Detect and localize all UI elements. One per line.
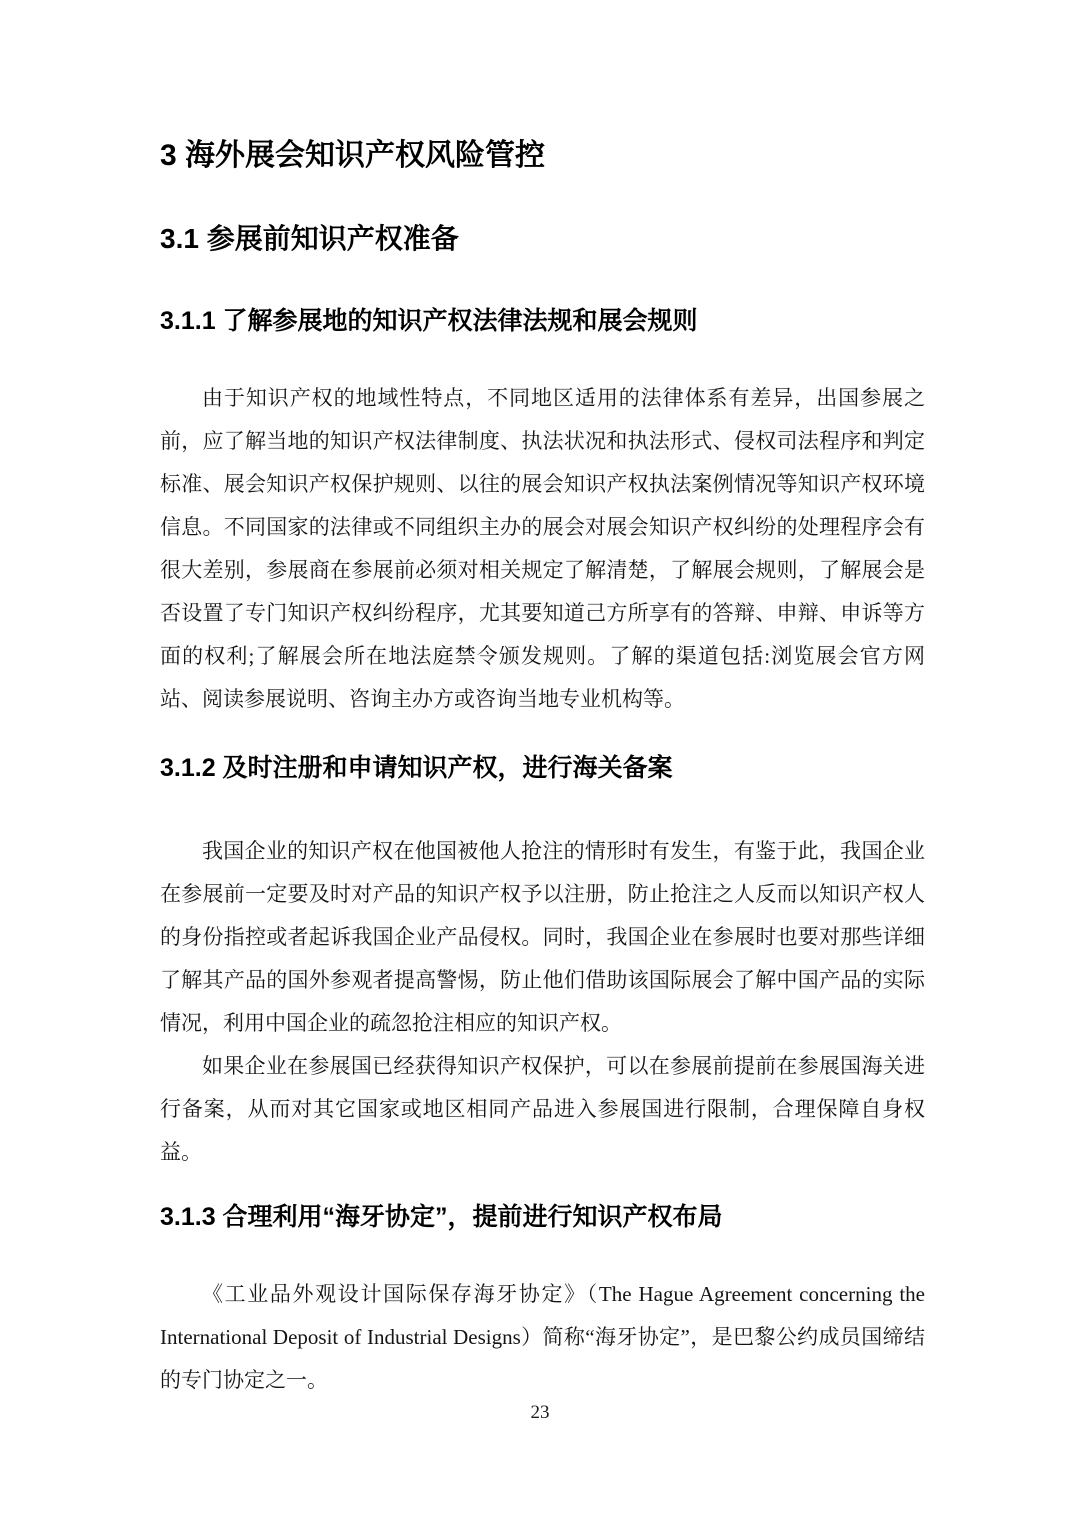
subsection-heading-3-1-1: 3.1.1 了解参展地的知识产权法律法规和展会规则 <box>160 306 698 335</box>
subsection-heading-3-1-3: 3.1.3 合理利用“海牙协定”，提前进行知识产权布局 <box>160 1203 723 1232</box>
paragraph-register-ip: 我国企业的知识产权在他国被他人抢注的情形时有发生，有鉴于此，我国企业在参展前一定要及时对产品的知识产权予以注册，防止抢注之人反而以知识产权人的身份指控或者起诉我国企业产品侵权。同时，我国企业在参展时也要对那些详细了解其产品的国外参观者提高警惕，防止他们借助该国际展会了解中国产品的实际情况，利用中国企业的疏忽抢注相应的知识产权。 <box>160 839 925 1036</box>
paragraph-hague-agreement: 《工业品外观设计国际保存海牙协定》（The Hague Agreement concerning the International Deposit of Industrial Designs）简称“海牙协定”，是巴黎公约成员国缔结的专门协定之一。 <box>160 1282 925 1393</box>
page-number: 23 <box>530 1402 550 1423</box>
paragraph-customs-recordal: 如果企业在参展国已经获得知识产权保护，可以在参展前提前在参展国海关进行备案，从而对其它国家或地区相同产品进入参展国进行限制，合理保障自身权益。 <box>160 1054 925 1165</box>
subsection-heading-3-1-2: 3.1.2 及时注册和申请知识产权，进行海关备案 <box>160 753 673 782</box>
chapter-heading: 3 海外展会知识产权风险管控 <box>160 139 546 172</box>
paragraph-legal-environment: 由于知识产权的地域性特点，不同地区适用的法律体系有差异，出国参展之前，应了解当地的知识产权法律制度、执法状况和执法形式、侵权司法程序和判定标准、展会知识产权保护规则、以往的展会知识产权执法案例情况等知识产权环境信息。不同国家的法律或不同组织主办的展会对展会知识产权纠纷的处理程序会有很大差别，参展商在参展前必须对相关规定了解清楚，了解展会规则，了解展会是否设置了专门知识产权纠纷程序，尤其要知道己方所享有的答辩、申辩、申诉等方面的权利;了解展会所在地法庭禁令颁发规则。了解的渠道包括:浏览展会官方网站、阅读参展说明、咨询主办方或咨询当地专业机构等。 <box>160 385 925 711</box>
section-heading: 3.1 参展前知识产权准备 <box>160 223 459 254</box>
